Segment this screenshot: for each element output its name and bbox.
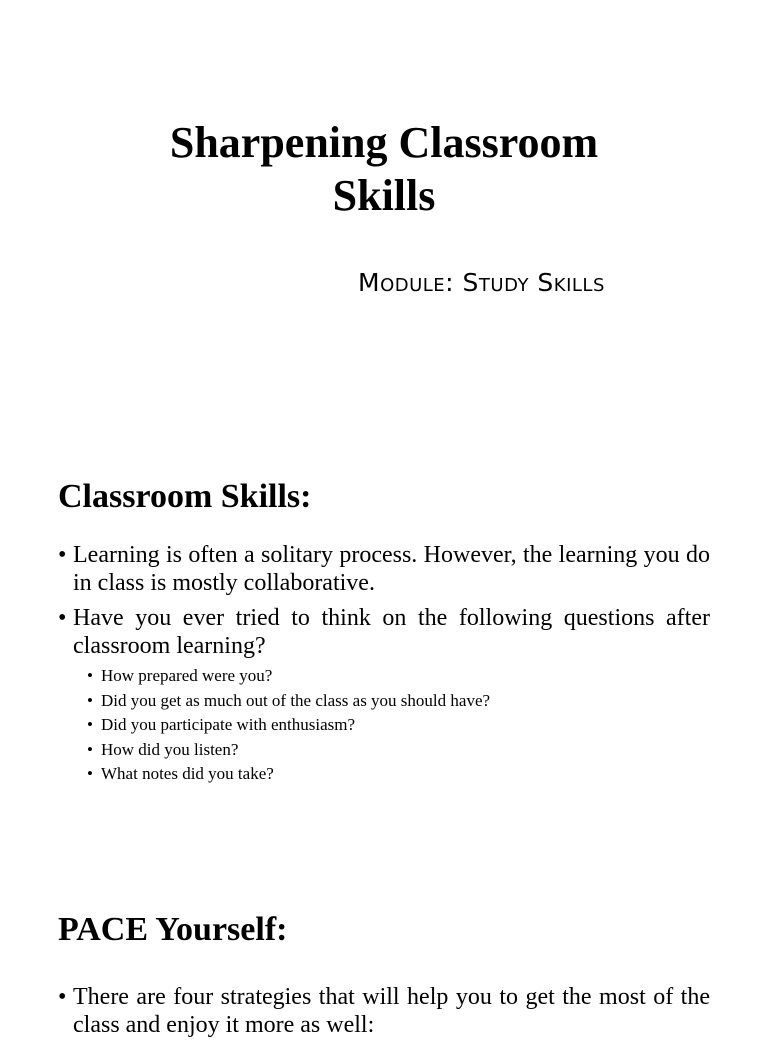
sub-bullet-item: • What notes did you take? bbox=[73, 762, 710, 787]
reflection-questions-list bbox=[73, 664, 710, 787]
pace-yourself-heading: PACE Yourself: bbox=[58, 911, 288, 948]
title-slide bbox=[0, 0, 768, 440]
main-title bbox=[0, 116, 768, 222]
sub-bullet-item: • Did you get as much out of the class as you should have? bbox=[73, 689, 710, 714]
sub-bullet-item: • How did you listen? bbox=[73, 738, 710, 763]
bullet-item-with-sublist bbox=[58, 604, 710, 787]
bullet-item: • Learning is often a solitary process. However, the learning you do in class is mostly collaborative. bbox=[58, 541, 710, 597]
sub-bullet-item: • How prepared were you? bbox=[73, 664, 710, 689]
classroom-skills-list bbox=[58, 541, 710, 794]
classroom-skills-heading: Classroom Skills: bbox=[58, 478, 312, 515]
main-title-line-1: Sharpening Classroom bbox=[169, 118, 599, 167]
main-title-line-2: Skills bbox=[332, 171, 436, 220]
pace-yourself-list bbox=[58, 983, 710, 1046]
module-subtitle: Module: Study Skills bbox=[358, 268, 605, 297]
bullet-item: • There are four strategies that will help you to get the most of the class and enjoy it more as well: bbox=[58, 983, 710, 1039]
bullet-text: Have you ever tried to think on the following questions after classroom learning? bbox=[73, 605, 710, 659]
sub-bullet-item: • Did you participate with enthusiasm? bbox=[73, 713, 710, 738]
